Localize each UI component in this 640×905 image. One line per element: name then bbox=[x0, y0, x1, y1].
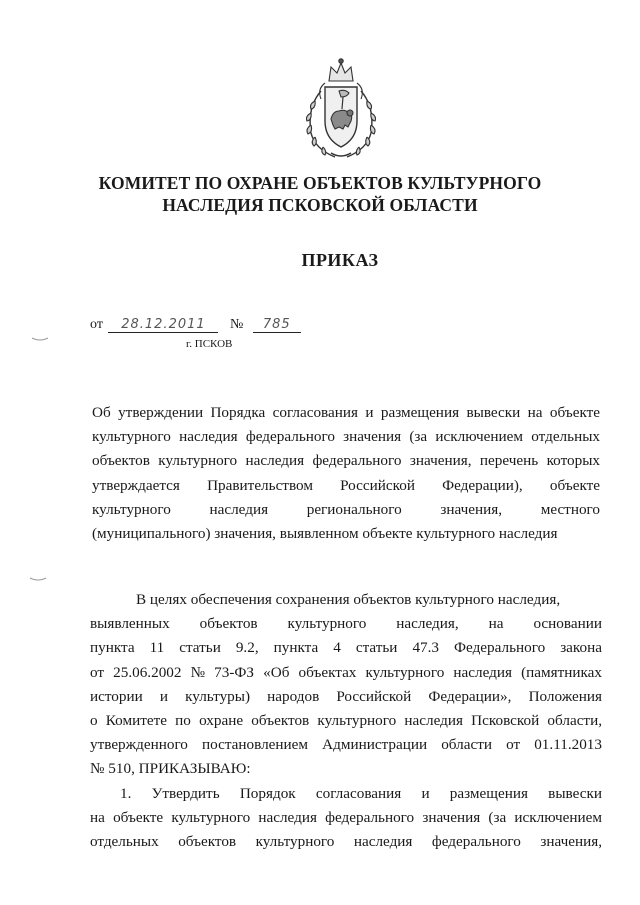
subject-line: культурного наследия регионального значения, местного bbox=[92, 500, 600, 518]
body-line: о Комитете по охране объектов культурного наследия Псковской области, bbox=[90, 712, 602, 730]
date-number-line bbox=[90, 317, 301, 333]
order-title: ПРИКАЗ bbox=[301, 250, 379, 270]
subject-line: (муниципального) значения, выявленном объекте культурного наследия bbox=[92, 525, 558, 543]
order-subject bbox=[92, 401, 600, 546]
coat-of-arms-icon bbox=[295, 55, 387, 165]
handwritten-number: 785 bbox=[253, 317, 301, 333]
body-line: от 25.06.2002 № 73-ФЗ «Об объектах культурного наследия (памятниках bbox=[90, 663, 602, 681]
number-prefix: № bbox=[229, 317, 244, 332]
body-line: 1. Утвердить Порядок согласования и размещения вывески bbox=[120, 784, 602, 802]
body-line: пункта 11 статьи 9.2, пункта 4 статьи 47.3 Федерального закона bbox=[90, 639, 602, 657]
subject-line: культурного наследия федерального значения (за исключением отдельных bbox=[92, 428, 600, 446]
scan-mark-icon bbox=[28, 572, 48, 586]
body-line: утвержденного постановлением Администрации области от 01.11.2013 bbox=[90, 736, 602, 754]
body-line: отдельных объектов культурного наследия федерального значения, bbox=[90, 833, 602, 851]
handwritten-date: 28.12.2011 bbox=[108, 317, 218, 333]
body-line: на объекте культурного наследия федерального значения (за исключением bbox=[90, 808, 602, 826]
subject-line: объектов культурного наследия федерального значения, перечень которых bbox=[92, 452, 600, 470]
org-line-2: НАСЛЕДИЯ ПСКОВСКОЙ ОБЛАСТИ bbox=[162, 195, 478, 215]
body-line: выявленных объектов культурного наследия, на основании bbox=[90, 615, 602, 633]
order-body bbox=[90, 588, 602, 854]
date-prefix: от bbox=[90, 317, 103, 332]
subject-line: утверждается Правительством Российской Федерации), объекте bbox=[92, 476, 600, 494]
body-line: № 510, ПРИКАЗЫВАЮ: bbox=[90, 760, 251, 778]
body-line: В целях обеспечения сохранения объектов культурного наследия, bbox=[136, 591, 561, 608]
org-line-1: КОМИТЕТ ПО ОХРАНЕ ОБЪЕКТОВ КУЛЬТУРНОГО bbox=[98, 173, 542, 193]
subject-line: Об утверждении Порядка согласования и размещения вывески на объекте bbox=[92, 404, 600, 421]
city-label: г. ПСКОВ bbox=[186, 338, 233, 350]
body-line: истории и культуры) народов Российской Федерации», Положения bbox=[90, 687, 602, 705]
organization-header bbox=[0, 172, 640, 216]
scan-mark-icon bbox=[30, 330, 50, 344]
